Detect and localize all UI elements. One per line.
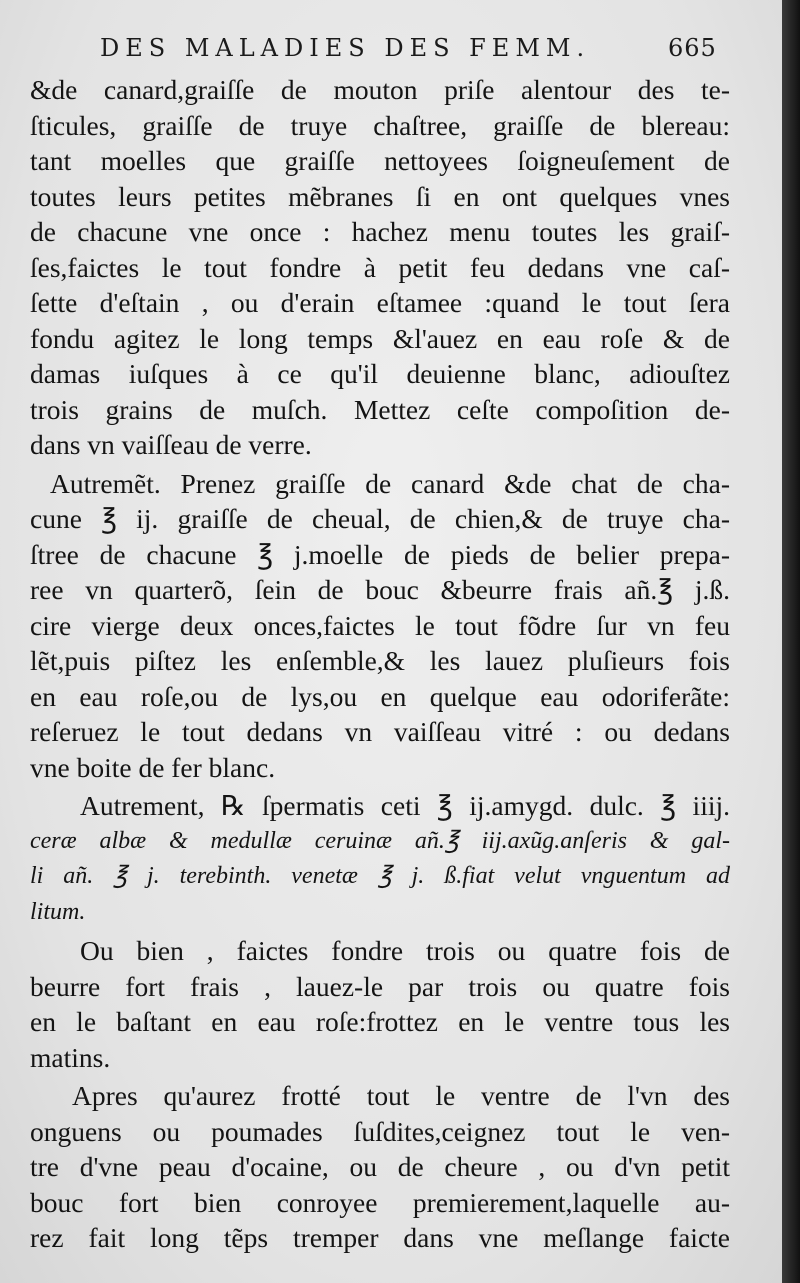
paragraph-instructions [30, 1078, 730, 1256]
text-line: li añ. ℥ j. terebinth. venetæ ℥ j. ß.fiat velut vnguentum ad [30, 863, 730, 889]
text-line: onguens ou poumades ſuſdites,ceignez tout le ven- [30, 1115, 730, 1147]
text-line: Autremẽt. Prenez graiſſe de canard &de chat de cha- [50, 467, 730, 499]
paragraph-prescription [30, 788, 730, 930]
text-line: Ou bien , faictes fondre trois ou quatre fois de [80, 935, 730, 966]
text-line: cire vierge deux onces,faictes le tout fõdre ſur vn feu [30, 609, 730, 641]
text-line: rez fait long tẽps tremper dans vne meſlange faicte [30, 1222, 730, 1253]
paragraph-recipe-1 [30, 72, 730, 463]
text-line: tre d'vne peau d'ocaine, ou de cheure , ou d'vn petit [30, 1151, 730, 1182]
text-line: matins. [30, 1041, 111, 1073]
text-line: de chacune vne once : hachez menu toutes les graiſ- [30, 216, 730, 247]
text-line: toutes leurs petites mẽbranes ſi en ont quelques vnes [30, 180, 730, 212]
text-line: litum. [30, 898, 86, 925]
text-line: ree vn quarterõ, ſein de bouc &beurre frais añ.℥ j.ß. [30, 574, 730, 605]
text-line: cune ℥ ij. graiſſe de cheual, de chien,& de truye cha- [30, 503, 730, 534]
text-line: lẽt,puis piſtez les enſemble,& les lauez pluſieurs fois [30, 645, 730, 676]
text-line: reſeruez le tout dedans vn vaiſſeau vitré : ou dedans [30, 716, 730, 747]
text-line: vne boite de fer blanc. [30, 751, 276, 783]
text-line: trois grains de muſch. Mettez ceſte compoſition de- [30, 393, 730, 425]
page-body-text [30, 72, 730, 1256]
paragraph-recipe-3 [30, 933, 730, 1075]
text-line: Apres qu'aurez frotté tout le ventre de l'vn des [72, 1080, 730, 1111]
text-line: dans vn vaiſſeau de verre. [30, 429, 312, 460]
text-line: Autrement, ℞ ſpermatis ceti ℥ ij.amygd. dulc. ℥ iiij. [80, 790, 730, 821]
text-line: ſtree de chacune ℥ j.moelle de pieds de belier prepa- [30, 538, 730, 570]
text-line: en eau roſe,ou de lys,ou en quelque eau odoriferãte: [30, 680, 730, 712]
text-line: &de canard,graiſſe de mouton priſe alentour des te- [30, 74, 730, 105]
text-line: fondu agitez le long temps &l'auez en eau roſe & de [30, 322, 730, 354]
page-edge-shadow [782, 0, 800, 1283]
text-line: en le baſtant en eau roſe:frottez en le ventre tous les [30, 1006, 730, 1037]
text-line: beurre fort frais , lauez-le par trois ou quatre fois [30, 970, 730, 1002]
text-line: ceræ albæ & medullæ ceruinæ añ.℥ iij.axũg.anſeris & gal- [30, 827, 730, 854]
paragraph-recipe-2 [30, 466, 730, 786]
running-head-title: DES MALADIES DES FEMM. [100, 34, 591, 62]
text-line: ſticules, graiſſe de truye chaſtree, graiſſe de blereau: [30, 109, 730, 141]
text-line: ſette d'eſtain , ou d'erain eſtamee :quand le tout ſera [30, 287, 730, 318]
text-line: ſes,faictes le tout fondre à petit feu dedans vne caſ- [30, 251, 730, 283]
text-line: damas iuſques à ce qu'il deuienne blanc, adiouſtez [30, 358, 730, 389]
text-line: tant moelles que graiſſe nettoyees ſoigneuſement de [30, 145, 730, 176]
text-line: bouc fort bien conroyee premierement,laquelle au- [30, 1186, 730, 1218]
page-number: 665 [668, 34, 717, 62]
